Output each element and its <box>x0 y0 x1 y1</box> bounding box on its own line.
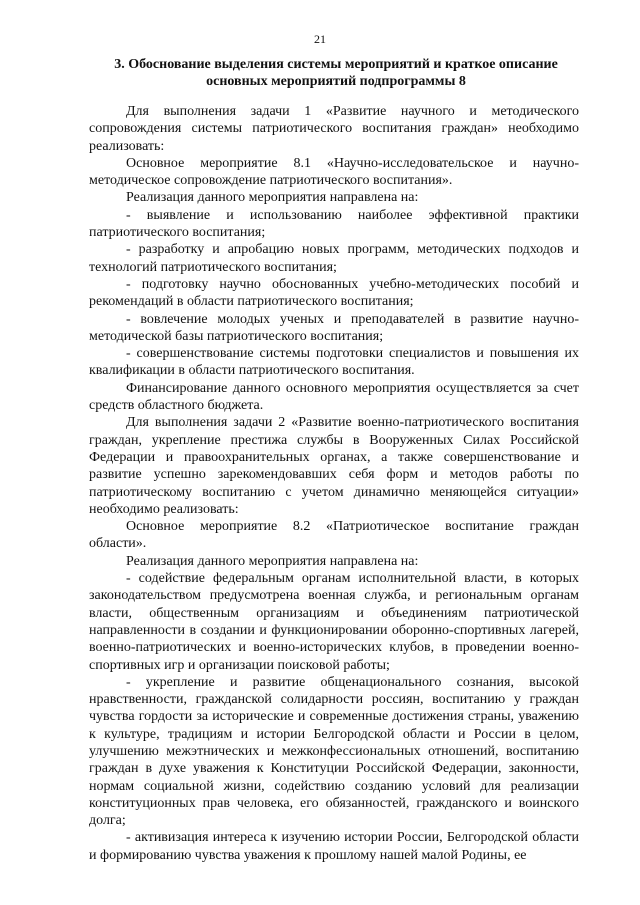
paragraph: Основное мероприятие 8.1 «Научно-исследовательское и научно-методическое сопровождение патриотического воспитания». <box>89 155 579 189</box>
section-heading <box>86 56 586 90</box>
paragraph: Основное мероприятие 8.2 «Патриотическое воспитание граждан области». <box>89 519 579 552</box>
paragraph: Реализация данного мероприятия направлена на: <box>126 553 419 569</box>
paragraph: - вовлечение молодых ученых и преподавателей в развитие научно-методической базы патриотического воспитания; <box>89 311 579 344</box>
paragraph: - содействие федеральным органам исполнительной власти, в которых законодательством предусмотрена военная служба, и региональным органам власти, общественным организациям и объединениям патриотической направленности в создании и функционировании оборонно-спортивных лагерей, военно-патриотических и военно-исторических клубов, в проведении военно-спортивных игр и организации поисковой работы; <box>89 571 579 673</box>
paragraph: - активизация интереса к изучению истории России, Белгородской области и формированию чувства уважения к прошлому нашей малой Родины, ее <box>89 830 579 863</box>
paragraph: Финансирование данного основного мероприятия осуществляется за счет средств областного бюджета. <box>89 380 579 414</box>
body-text <box>89 103 579 864</box>
paragraph: - разработку и апробацию новых программ, методических подходов и технологий патриотического воспитания; <box>89 242 579 275</box>
paragraph: Реализация данного мероприятия направлена на: <box>126 190 419 206</box>
paragraph: - совершенствование системы подготовки специалистов и повышения их квалификации в области патриотического воспитания. <box>89 346 579 379</box>
paragraph: - выявление и использованию наиболее эффективной практики патриотического воспитания; <box>89 207 579 241</box>
paragraph: Для выполнения задачи 1 «Развитие научного и методического сопровождения системы патриотического воспитания граждан» необходимо реализовать: <box>89 104 579 154</box>
paragraph: Для выполнения задачи 2 «Развитие военно-патриотического воспитания граждан, укрепление престижа службы в Вооруженных Силах Российской Федерации и правоохранительных органах, а также совершенствование и развитие успешно зарекомендовавших себя форм и методов работы по патриотическому воспитанию с учетом динамично меняющейся ситуации» необходимо реализовать: <box>89 415 579 517</box>
section-heading-line-2: основных мероприятий подпрограммы 8 <box>206 74 466 89</box>
page-number: 21 <box>314 32 326 46</box>
paragraph: - подготовку научно обоснованных учебно-методических пособий и рекомендаций в области патриотического воспитания; <box>89 276 579 310</box>
paragraph: - укрепление и развитие общенационального сознания, высокой нравственности, гражданской солидарности россиян, воспитанию у граждан чувства гордости за исторические и современные достижения страны, уважению к культуре, традициям и истории Белгородской области и России в целом, улучшению межэтнических и межконфессиональных отношений, воспитанию граждан в духе уважения к Конституции Российской Федерации, законности, нормам социальной жизни, содействию созданию условий для реализации конституционных прав человека, его обязанностей, гражданского и воинского долга; <box>89 674 579 829</box>
section-heading-line-1: 3. Обоснование выделения системы мероприятий и краткое описание <box>114 57 558 72</box>
